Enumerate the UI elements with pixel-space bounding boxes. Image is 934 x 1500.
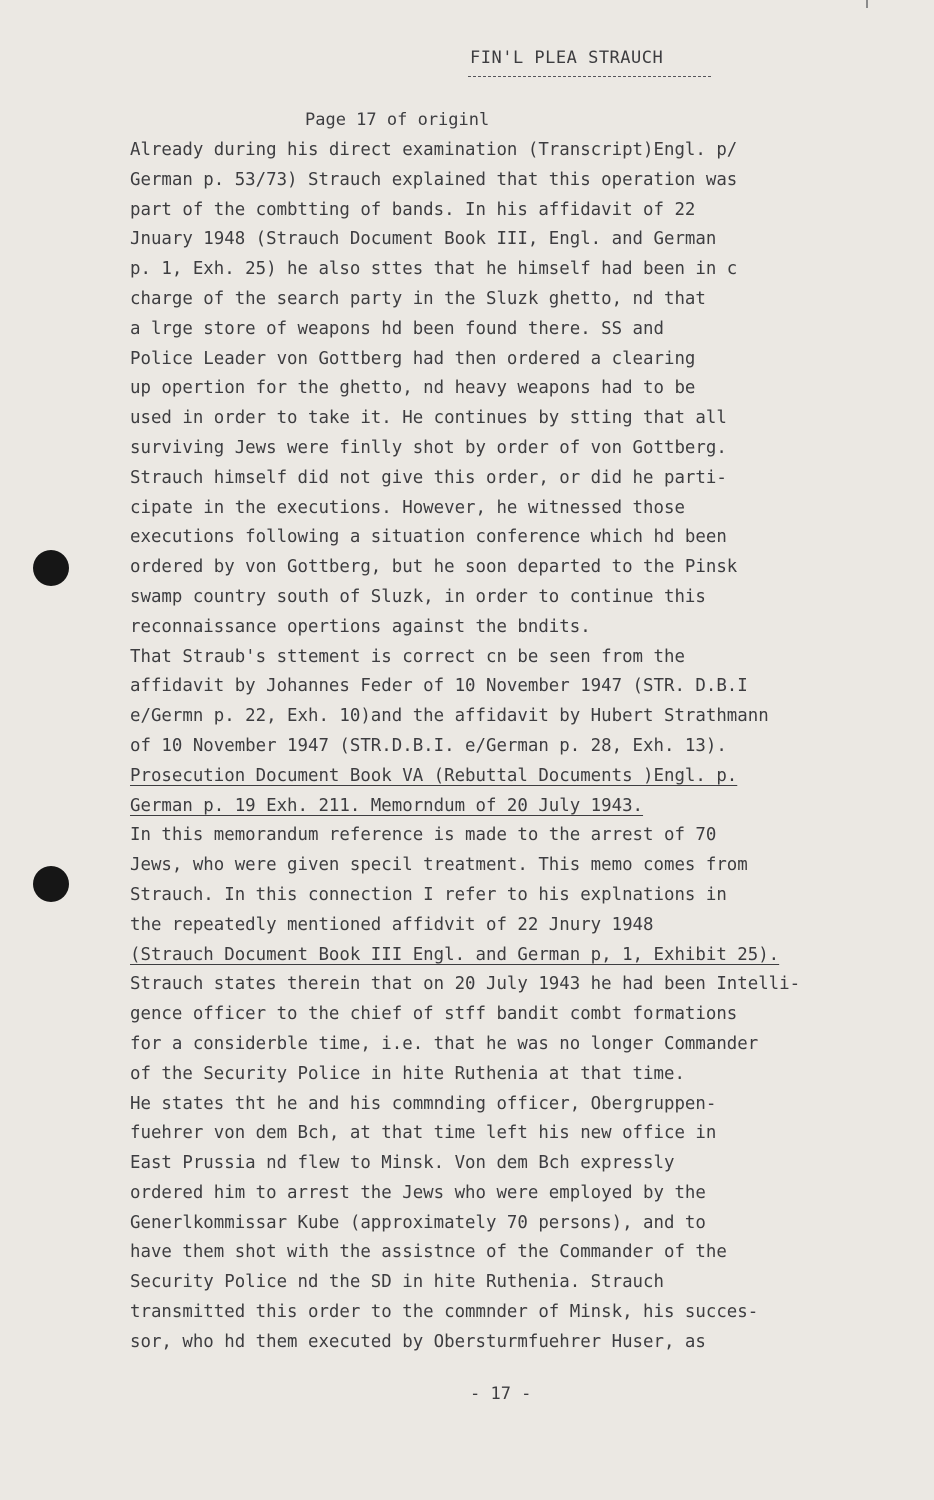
text-line: used in order to take it. He continues by stting that all	[130, 408, 727, 429]
text-line: of 10 November 1947 (STR.D.B.I. e/German p. 28, Exh. 13).	[130, 735, 727, 756]
text-line: Police Leader von Gottberg had then ordered a clearing	[130, 348, 696, 369]
punch-hole-upper	[33, 550, 69, 586]
text-line: ordered him to arrest the Jews who were employed by the	[130, 1182, 706, 1203]
body-text	[130, 136, 890, 1358]
text-line: transmitted this order to the commnder of Minsk, his succes-	[130, 1302, 759, 1323]
text-line: That Straub's sttement is correct cn be seen from the	[130, 646, 685, 667]
text-line: Jnuary 1948 (Strauch Document Book III, Engl. and German	[130, 229, 717, 250]
text-line: swamp country south of Sluzk, in order to continue this	[130, 586, 706, 607]
text-line: have them shot with the assistnce of the Commander of the	[130, 1242, 727, 1263]
text-line: He states tht he and his commnding officer, Obergruppen-	[130, 1093, 717, 1114]
text-line-underlined: Prosecution Document Book VA (Rebuttal Documents )Engl. p.	[130, 765, 738, 786]
text-line: cipate in the executions. However, he witnessed those	[130, 497, 685, 518]
text-line: Strauch himself did not give this order, or did he parti-	[130, 467, 727, 488]
text-line: Already during his direct examination (Transcript)Engl. p/	[130, 140, 738, 160]
text-line: executions following a situation conference which hd been	[130, 527, 727, 548]
edge-mark	[866, 0, 868, 8]
text-line: Jews, who were given specil treatment. This memo comes from	[130, 855, 748, 876]
text-line-underlined: German p. 19 Exh. 211. Memorndum of 20 July 1943.	[130, 795, 644, 816]
text-line: Strauch states therein that on 20 July 1943 he had been Intelli-	[130, 974, 801, 995]
text-line: East Prussia nd flew to Minsk. Von dem Bch expressly	[130, 1153, 675, 1174]
text-line: of the Security Police in hite Ruthenia at that time.	[130, 1063, 685, 1084]
page-number: - 17 -	[470, 1384, 532, 1404]
title-underline	[468, 76, 711, 77]
text-line: In this memorandum reference is made to the arrest of 70	[130, 825, 717, 846]
text-line: Strauch. In this connection I refer to his explnations in	[130, 884, 727, 905]
text-line: fuehrer von dem Bch, at that time left his new office in	[130, 1123, 717, 1144]
text-line: ordered by von Gottberg, but he soon departed to the Pinsk	[130, 557, 738, 578]
text-line: e/Germn p. 22, Exh. 10)and the affidavit by Hubert Strathmann	[130, 706, 769, 727]
page-reference: Page 17 of originl	[305, 110, 490, 130]
text-line: for a considerble time, i.e. that he was no longer Commander	[130, 1033, 759, 1054]
text-line: Generlkommissar Kube (approximately 70 persons), and to	[130, 1212, 706, 1233]
text-line: affidavit by Johannes Feder of 10 November 1947 (STR. D.B.I	[130, 676, 748, 697]
text-line: gence officer to the chief of stff bandit combt formations	[130, 1004, 738, 1025]
text-line: part of the combtting of bands. In his affidavit of 22	[130, 199, 696, 220]
text-line: the repeatedly mentioned affidvit of 22 Jnury 1948	[130, 914, 654, 935]
text-line: surviving Jews were finlly shot by order of von Gottberg.	[130, 437, 727, 458]
text-line-underlined: (Strauch Document Book III Engl. and German p, 1, Exhibit 25).	[130, 944, 780, 965]
punch-hole-lower	[33, 866, 69, 902]
text-line: reconnaissance opertions against the bndits.	[130, 616, 591, 637]
text-line: sor, who hd them executed by Obersturmfuehrer Huser, as	[130, 1331, 706, 1352]
document-title: FIN'L PLEA STRAUCH	[470, 48, 664, 68]
text-line: charge of the search party in the Sluzk ghetto, nd that	[130, 288, 706, 309]
text-line: German p. 53/73) Strauch explained that this operation was	[130, 169, 738, 190]
text-line: a lrge store of weapons hd been found there. SS and	[130, 318, 664, 339]
text-line: p. 1, Exh. 25) he also sttes that he himself had been in c	[130, 259, 738, 280]
text-line: Security Police nd the SD in hite Ruthenia. Strauch	[130, 1272, 664, 1293]
text-line: up opertion for the ghetto, nd heavy weapons had to be	[130, 378, 696, 399]
